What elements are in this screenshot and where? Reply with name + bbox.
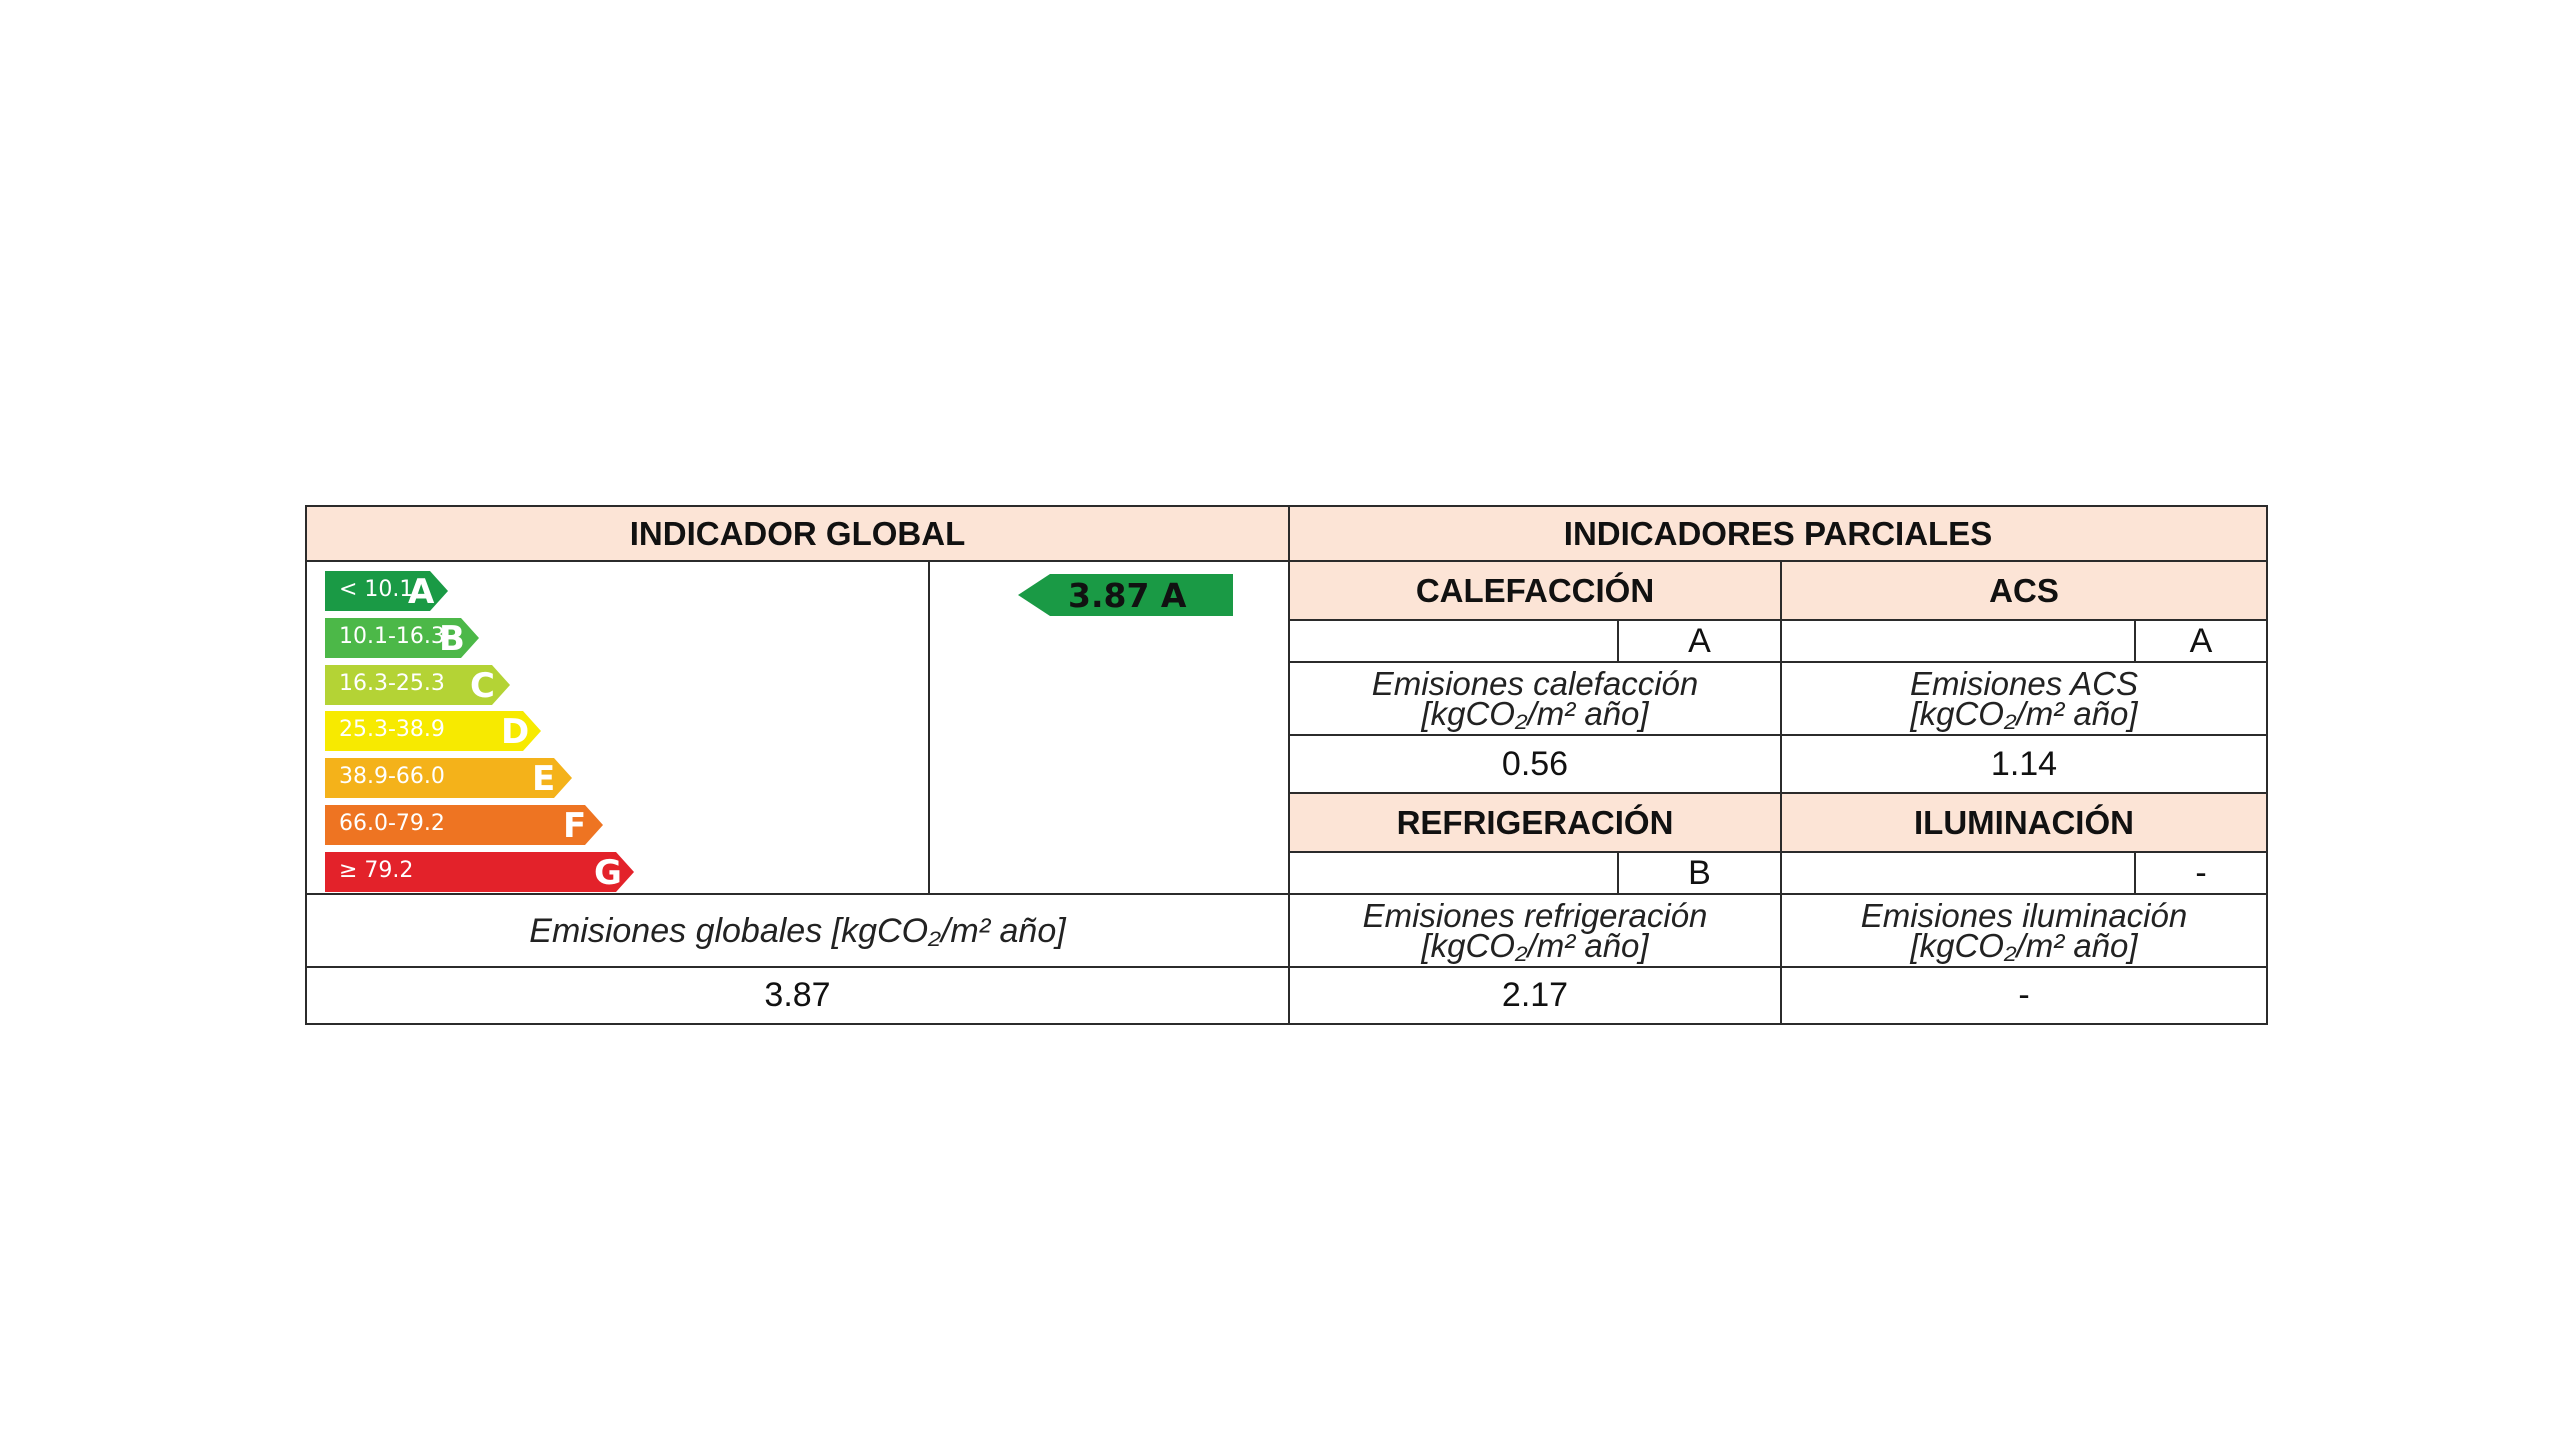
energy-rating-table xyxy=(305,505,2268,1025)
scale-arrow-e xyxy=(325,758,572,798)
calefaccion-value: 0.56 xyxy=(1501,744,1569,783)
scale-range-label: 38.9-66.0 xyxy=(339,764,445,789)
scale-arrow-d xyxy=(325,711,541,751)
iluminacion-label-line2: [kgCO₂/m² año] xyxy=(1910,926,2138,964)
acs-title: ACS xyxy=(1782,562,2266,619)
scale-letter: F xyxy=(563,806,587,846)
iluminacion-title: ILUMINACIÓN xyxy=(1782,794,2266,851)
calefaccion-emissions-label xyxy=(1290,663,1780,734)
scale-arrow-a xyxy=(325,571,448,611)
refrigeracion-emissions-label xyxy=(1290,895,1780,966)
grid-line xyxy=(1780,562,1782,1023)
global-rating-marker xyxy=(1018,574,1233,616)
grid-line xyxy=(1617,621,1619,661)
scale-arrow-c xyxy=(325,665,510,705)
scale-letter: E xyxy=(532,759,556,799)
grid-line xyxy=(307,893,2266,895)
rating-marker-label: 3.87 A xyxy=(1068,576,1187,615)
grid-line xyxy=(2134,853,2136,893)
global-header: INDICADOR GLOBAL xyxy=(307,507,1288,560)
refrigeracion-label-line2: [kgCO₂/m² año] xyxy=(1421,926,1649,964)
scale-arrow-f xyxy=(325,805,603,845)
grid-line xyxy=(928,562,930,893)
scale-range-label: 25.3-38.9 xyxy=(339,717,445,742)
refrigeracion-value: 2.17 xyxy=(1501,976,1569,1014)
acs-emissions-label xyxy=(1782,663,2266,734)
grid-line xyxy=(1617,853,1619,893)
scale-letter: B xyxy=(439,619,465,659)
acs-value: 1.14 xyxy=(1990,744,2058,783)
grid-line xyxy=(1290,619,2266,621)
grid-line xyxy=(1288,507,1290,1023)
iluminacion-label-line1: Emisiones iluminación xyxy=(1860,896,2188,934)
scale-range-label: 16.3-25.3 xyxy=(339,671,445,696)
global-emissions-value: 3.87 xyxy=(764,976,831,1014)
calefaccion-label-line1: Emisiones calefacción xyxy=(1371,664,1699,702)
calefaccion-label-line2: [kgCO₂/m² año] xyxy=(1421,694,1649,732)
acs-label-line1: Emisiones ACS xyxy=(1909,664,2139,702)
global-emissions-label xyxy=(307,895,1288,966)
grid-line xyxy=(307,560,2266,562)
grid-line xyxy=(1290,792,2266,794)
acs-rating: A xyxy=(2189,621,2213,660)
refrigeracion-rating: B xyxy=(1688,853,1711,892)
scale-letter: D xyxy=(501,712,530,752)
scale-range-label: < 10.1 xyxy=(339,577,414,602)
scale-letter: C xyxy=(470,666,495,706)
iluminacion-rating: - xyxy=(2195,853,2207,892)
iluminacion-emissions-label xyxy=(1782,895,2266,966)
grid-line xyxy=(1290,851,2266,853)
calefaccion-rating: A xyxy=(1688,621,1711,660)
refrigeracion-title: REFRIGERACIÓN xyxy=(1290,794,1780,851)
scale-letter: G xyxy=(594,853,622,893)
grid-line xyxy=(2134,621,2136,661)
global-emissions-label-text: Emisiones globales [kgCO₂/m² año] xyxy=(529,911,1066,950)
refrigeracion-label-line1: Emisiones refrigeración xyxy=(1362,896,1708,934)
scale-arrow-g xyxy=(325,852,634,892)
acs-label-line2: [kgCO₂/m² año] xyxy=(1910,694,2138,732)
scale-arrow-b xyxy=(325,618,479,658)
scale-range-label: ≥ 79.2 xyxy=(339,858,414,883)
scale-letter: A xyxy=(408,572,435,612)
scale-range-label: 66.0-79.2 xyxy=(339,811,445,836)
partial-header: INDICADORES PARCIALES xyxy=(1290,507,2266,560)
grid-line xyxy=(1290,661,2266,663)
grid-line xyxy=(1290,734,2266,736)
grid-line xyxy=(307,966,2266,968)
calefaccion-title: CALEFACCIÓN xyxy=(1290,562,1780,619)
scale-range-label: 10.1-16.3 xyxy=(339,624,445,649)
iluminacion-value: - xyxy=(2018,976,2030,1014)
